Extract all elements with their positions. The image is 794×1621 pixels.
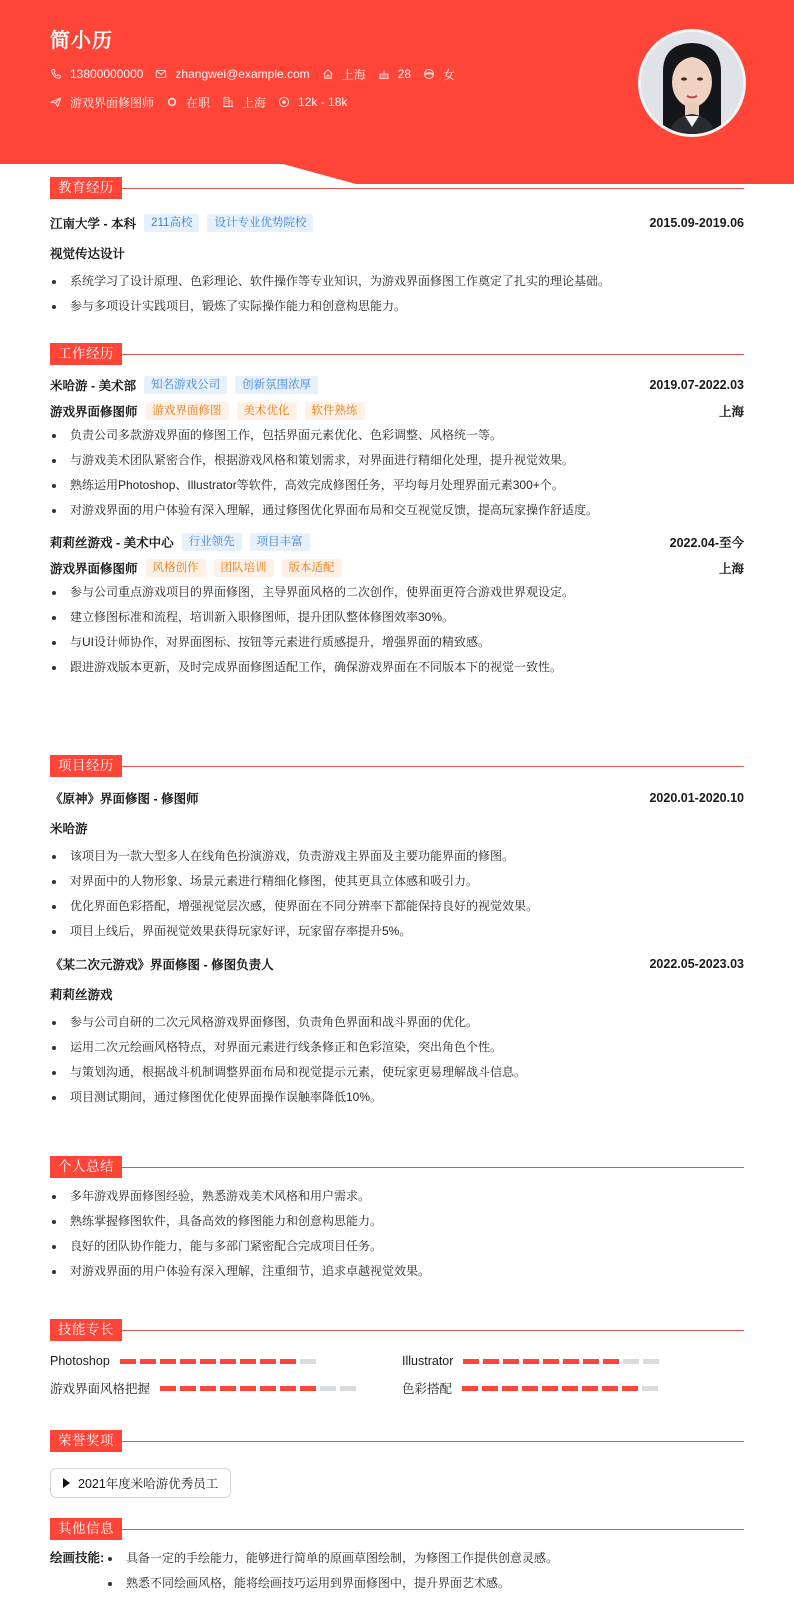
- divider: [122, 188, 744, 189]
- drawing-skills: [50, 1546, 744, 1596]
- phone-icon: [50, 68, 62, 80]
- company-name: 米哈游 - 美术部: [50, 379, 137, 393]
- send-icon: [50, 96, 62, 108]
- skill-segment: [462, 1386, 478, 1391]
- list-item: 对界面中的人物形象、场景元素进行精细化修图，使其更具立体感和吸引力。: [50, 869, 744, 894]
- project-bullets: [50, 844, 744, 944]
- job-role: 游戏界面修图师: [50, 405, 138, 419]
- skill-segment: [280, 1386, 296, 1391]
- contact-row: [50, 64, 467, 84]
- skill-level-bar: [120, 1359, 320, 1364]
- company-tag: 创新氛围浓厚: [235, 376, 318, 394]
- skill-segment: [543, 1359, 559, 1364]
- list-item: 良好的团队协作能力，能与多部门紧密配合完成项目任务。: [50, 1234, 744, 1259]
- skill-segment: [602, 1386, 618, 1391]
- skill-segment: [240, 1359, 256, 1364]
- major: 视觉传达设计: [50, 247, 126, 261]
- skill-segment: [240, 1386, 256, 1391]
- gender-icon: [423, 68, 435, 80]
- project-date: 2022.05-2023.03: [649, 957, 744, 971]
- list-item: 项目上线后，界面视觉效果获得玩家好评，玩家留存率提升5%。: [50, 919, 744, 944]
- list-item: 对游戏界面的用户体验有深入理解，通过修图优化界面布局和交互视觉反馈，提高玩家操作舒适度。: [50, 498, 744, 523]
- skill-segment: [583, 1359, 599, 1364]
- skill-segment: [260, 1359, 276, 1364]
- skill-item: 色彩搭配: [402, 1379, 662, 1397]
- skill-segment: [320, 1386, 336, 1391]
- phone-item: 13800000000: [50, 67, 143, 81]
- job-location: 上海: [718, 562, 744, 576]
- list-item: 建立修图标准和流程，培训新入职修图师，提升团队整体修图效率30%。: [50, 605, 744, 630]
- role-tag: 版本适配: [282, 559, 342, 577]
- other-section: [50, 1518, 744, 1596]
- skill-segment: [280, 1359, 296, 1364]
- skill-segment: [622, 1386, 638, 1391]
- skill-segment: [200, 1359, 216, 1364]
- skill-segment: [220, 1359, 236, 1364]
- skill-segment: [502, 1386, 518, 1391]
- skill-segment: [160, 1386, 176, 1391]
- work-section: [50, 343, 744, 680]
- avatar-photo: [641, 32, 743, 134]
- education-section: [50, 177, 744, 319]
- skill-segment: [260, 1386, 276, 1391]
- project-entry: [50, 954, 744, 1110]
- skill-segment: [340, 1386, 356, 1391]
- list-item: 熟悉不同绘画风格，能将绘画技巧运用到界面修图中，提升界面艺术感。: [106, 1571, 744, 1596]
- skill-segment: [542, 1386, 558, 1391]
- list-item: 跟进游戏版本更新，及时完成界面修图适配工作，确保游戏界面在不同版本下的视觉一致性。: [50, 655, 744, 680]
- skill-segment: [180, 1359, 196, 1364]
- divider: [122, 1529, 744, 1530]
- list-item: 参与公司自研的二次元风格游戏界面修图，负责角色界面和战斗界面的优化。: [50, 1010, 744, 1035]
- skill-level-bar: [160, 1386, 360, 1391]
- school-name: 江南大学 - 本科: [50, 217, 137, 231]
- projects-title: 项目经历: [50, 755, 744, 777]
- building-icon: [222, 96, 234, 108]
- status-icon: [166, 96, 178, 108]
- list-item: 优化界面色彩搭配，增强视觉层次感，使界面在不同分辨率下都能保持良好的视觉效果。: [50, 894, 744, 919]
- list-item: 具备一定的手绘能力，能够进行简单的原画草图绘制，为修图工作提供创意灵感。: [106, 1546, 744, 1571]
- email-item: zhangwei@example.com: [155, 67, 309, 81]
- company-tag: 行业领先: [182, 533, 242, 551]
- skill-segment: [483, 1359, 499, 1364]
- role-tag: 风格创作: [146, 559, 206, 577]
- list-item: 项目测试期间，通过修图优化使界面操作误触率降低10%。: [50, 1085, 744, 1110]
- list-item: 该项目为一款大型多人在线角色扮演游戏，负责游戏主界面及主要功能界面的修图。: [50, 844, 744, 869]
- projects-section: [50, 755, 744, 1110]
- caret-right-icon: [63, 1478, 70, 1488]
- list-item: 参与公司重点游戏项目的界面修图，主导界面风格的二次创作，使界面更符合游戏世界观设定。: [50, 580, 744, 605]
- project-bullets: [50, 1010, 744, 1110]
- job-bullets: [50, 580, 744, 680]
- school-tag: 设计专业优势院校: [207, 214, 313, 232]
- list-item: 运用二次元绘画风格特点，对界面元素进行线条修正和色彩渲染，突出角色个性。: [50, 1035, 744, 1060]
- list-item: 与UI设计师协作，对界面图标、按钮等元素进行质感提升，增强界面的精致感。: [50, 630, 744, 655]
- skill-segment: [623, 1359, 639, 1364]
- skill-item: 游戏界面风格把握: [50, 1379, 360, 1397]
- mail-icon: [155, 68, 167, 80]
- work-title: 工作经历: [50, 343, 744, 365]
- skills-title: 技能专长: [50, 1319, 744, 1341]
- divider: [122, 766, 744, 767]
- job-row: [50, 92, 467, 112]
- target-city-item: 上海: [222, 94, 266, 111]
- skills-grid: [50, 1349, 744, 1409]
- other-title: 其他信息: [50, 1518, 744, 1540]
- job-role: 游戏界面修图师: [50, 562, 138, 576]
- divider: [122, 1167, 744, 1168]
- avatar: [638, 29, 746, 137]
- list-item: 熟练掌握修图软件，具备高效的修图能力和创意构思能力。: [50, 1209, 744, 1234]
- skill-segment: [603, 1359, 619, 1364]
- skill-level-bar: [462, 1386, 662, 1391]
- divider: [122, 1330, 744, 1331]
- skill-segment: [482, 1386, 498, 1391]
- skill-segment: [463, 1359, 479, 1364]
- header: [50, 26, 467, 112]
- project-name: 《原神》界面修图 - 修图师: [50, 792, 199, 806]
- role-tag: 美术优化: [237, 402, 297, 420]
- list-item: 对游戏界面的用户体验有深入理解，注重细节，追求卓越视觉效果。: [50, 1259, 744, 1284]
- job-date: 2022.04-至今: [669, 536, 744, 550]
- school-tag: 211高校: [144, 214, 199, 232]
- salary-icon: [278, 96, 290, 108]
- summary-bullets: [50, 1184, 744, 1284]
- job-date: 2019.07-2022.03: [649, 378, 744, 392]
- skill-segment: [180, 1386, 196, 1391]
- list-item: 熟练运用Photoshop、Illustrator等软件，高效完成修图任务，平均每月处理界面元素300+个。: [50, 473, 744, 498]
- divider: [122, 1441, 744, 1442]
- skill-segment: [643, 1359, 659, 1364]
- list-item: 与游戏美术团队紧密合作，根据游戏风格和策划需求，对界面进行精细化处理，提升视觉效果。: [50, 448, 744, 473]
- company-name: 莉莉丝游戏 - 美术中心: [50, 536, 174, 550]
- project-entry: [50, 788, 744, 944]
- job-bullets: [50, 423, 744, 523]
- summary-section: [50, 1156, 744, 1284]
- company-tag: 项目丰富: [250, 533, 310, 551]
- skill-segment: [522, 1386, 538, 1391]
- job-entry: [50, 532, 744, 680]
- awards-title: 荣誉奖项: [50, 1430, 744, 1452]
- skill-segment: [220, 1386, 236, 1391]
- skill-segment: [300, 1359, 316, 1364]
- job-status-item: 在职: [166, 94, 210, 111]
- candidate-name: 简小历: [50, 30, 113, 52]
- divider: [122, 354, 744, 355]
- job-entry: [50, 375, 744, 523]
- list-item: 参与多项设计实践项目，锻炼了实际操作能力和创意构思能力。: [50, 294, 744, 319]
- skill-segment: [160, 1359, 176, 1364]
- age-item: 28: [378, 67, 411, 81]
- cake-icon: [378, 68, 390, 80]
- award-item[interactable]: 2021年度米哈游优秀员工: [50, 1468, 231, 1498]
- list-item: 多年游戏界面修图经验，熟悉游戏美术风格和用户需求。: [50, 1184, 744, 1209]
- role-tag: 软件熟练: [305, 402, 365, 420]
- city-item: 上海: [322, 66, 366, 83]
- skill-item: Photoshop: [50, 1352, 320, 1370]
- awards-section: [50, 1430, 744, 1498]
- skill-segment: [563, 1359, 579, 1364]
- summary-title: 个人总结: [50, 1156, 744, 1178]
- skill-segment: [503, 1359, 519, 1364]
- gender-item: 女: [423, 66, 455, 83]
- list-item: 负责公司多款游戏界面的修图工作，包括界面元素优化、色彩调整、风格统一等。: [50, 423, 744, 448]
- list-item: 系统学习了设计原理、色彩理论、软件操作等专业知识，为游戏界面修图工作奠定了扎实的理论基础。: [50, 269, 744, 294]
- job-location: 上海: [718, 405, 744, 419]
- skill-segment: [120, 1359, 136, 1364]
- skill-segment: [582, 1386, 598, 1391]
- list-item: 与策划沟通，根据战斗机制调整界面布局和视觉提示元素，使玩家更易理解战斗信息。: [50, 1060, 744, 1085]
- skill-segment: [200, 1386, 216, 1391]
- role-tag: 游戏界面修图: [146, 402, 229, 420]
- major-row: [50, 243, 744, 263]
- skill-segment: [562, 1386, 578, 1391]
- project-name: 《某二次元游戏》界面修图 - 修图负责人: [50, 958, 274, 972]
- company-tag: 知名游戏公司: [144, 376, 227, 394]
- skill-segment: [140, 1359, 156, 1364]
- target-job-item: 游戏界面修图师: [50, 94, 154, 111]
- other-label: 绘画技能:: [50, 1551, 105, 1565]
- salary-item: 12k - 18k: [278, 95, 347, 109]
- other-bullets: [106, 1546, 744, 1596]
- education-header: [50, 213, 744, 233]
- project-org: 莉莉丝游戏: [50, 988, 113, 1002]
- project-date: 2020.01-2020.10: [649, 791, 744, 805]
- education-date: 2015.09-2019.06: [649, 216, 744, 230]
- education-bullets: [50, 269, 744, 319]
- skill-segment: [642, 1386, 658, 1391]
- education-title: 教育经历: [50, 177, 744, 199]
- skill-level-bar: [463, 1359, 663, 1364]
- role-tag: 团队培训: [214, 559, 274, 577]
- skill-item: Illustrator: [402, 1352, 663, 1370]
- project-org: 米哈游: [50, 822, 88, 836]
- skill-segment: [523, 1359, 539, 1364]
- home-icon: [322, 68, 334, 80]
- skills-section: [50, 1319, 744, 1409]
- skill-segment: [300, 1386, 316, 1391]
